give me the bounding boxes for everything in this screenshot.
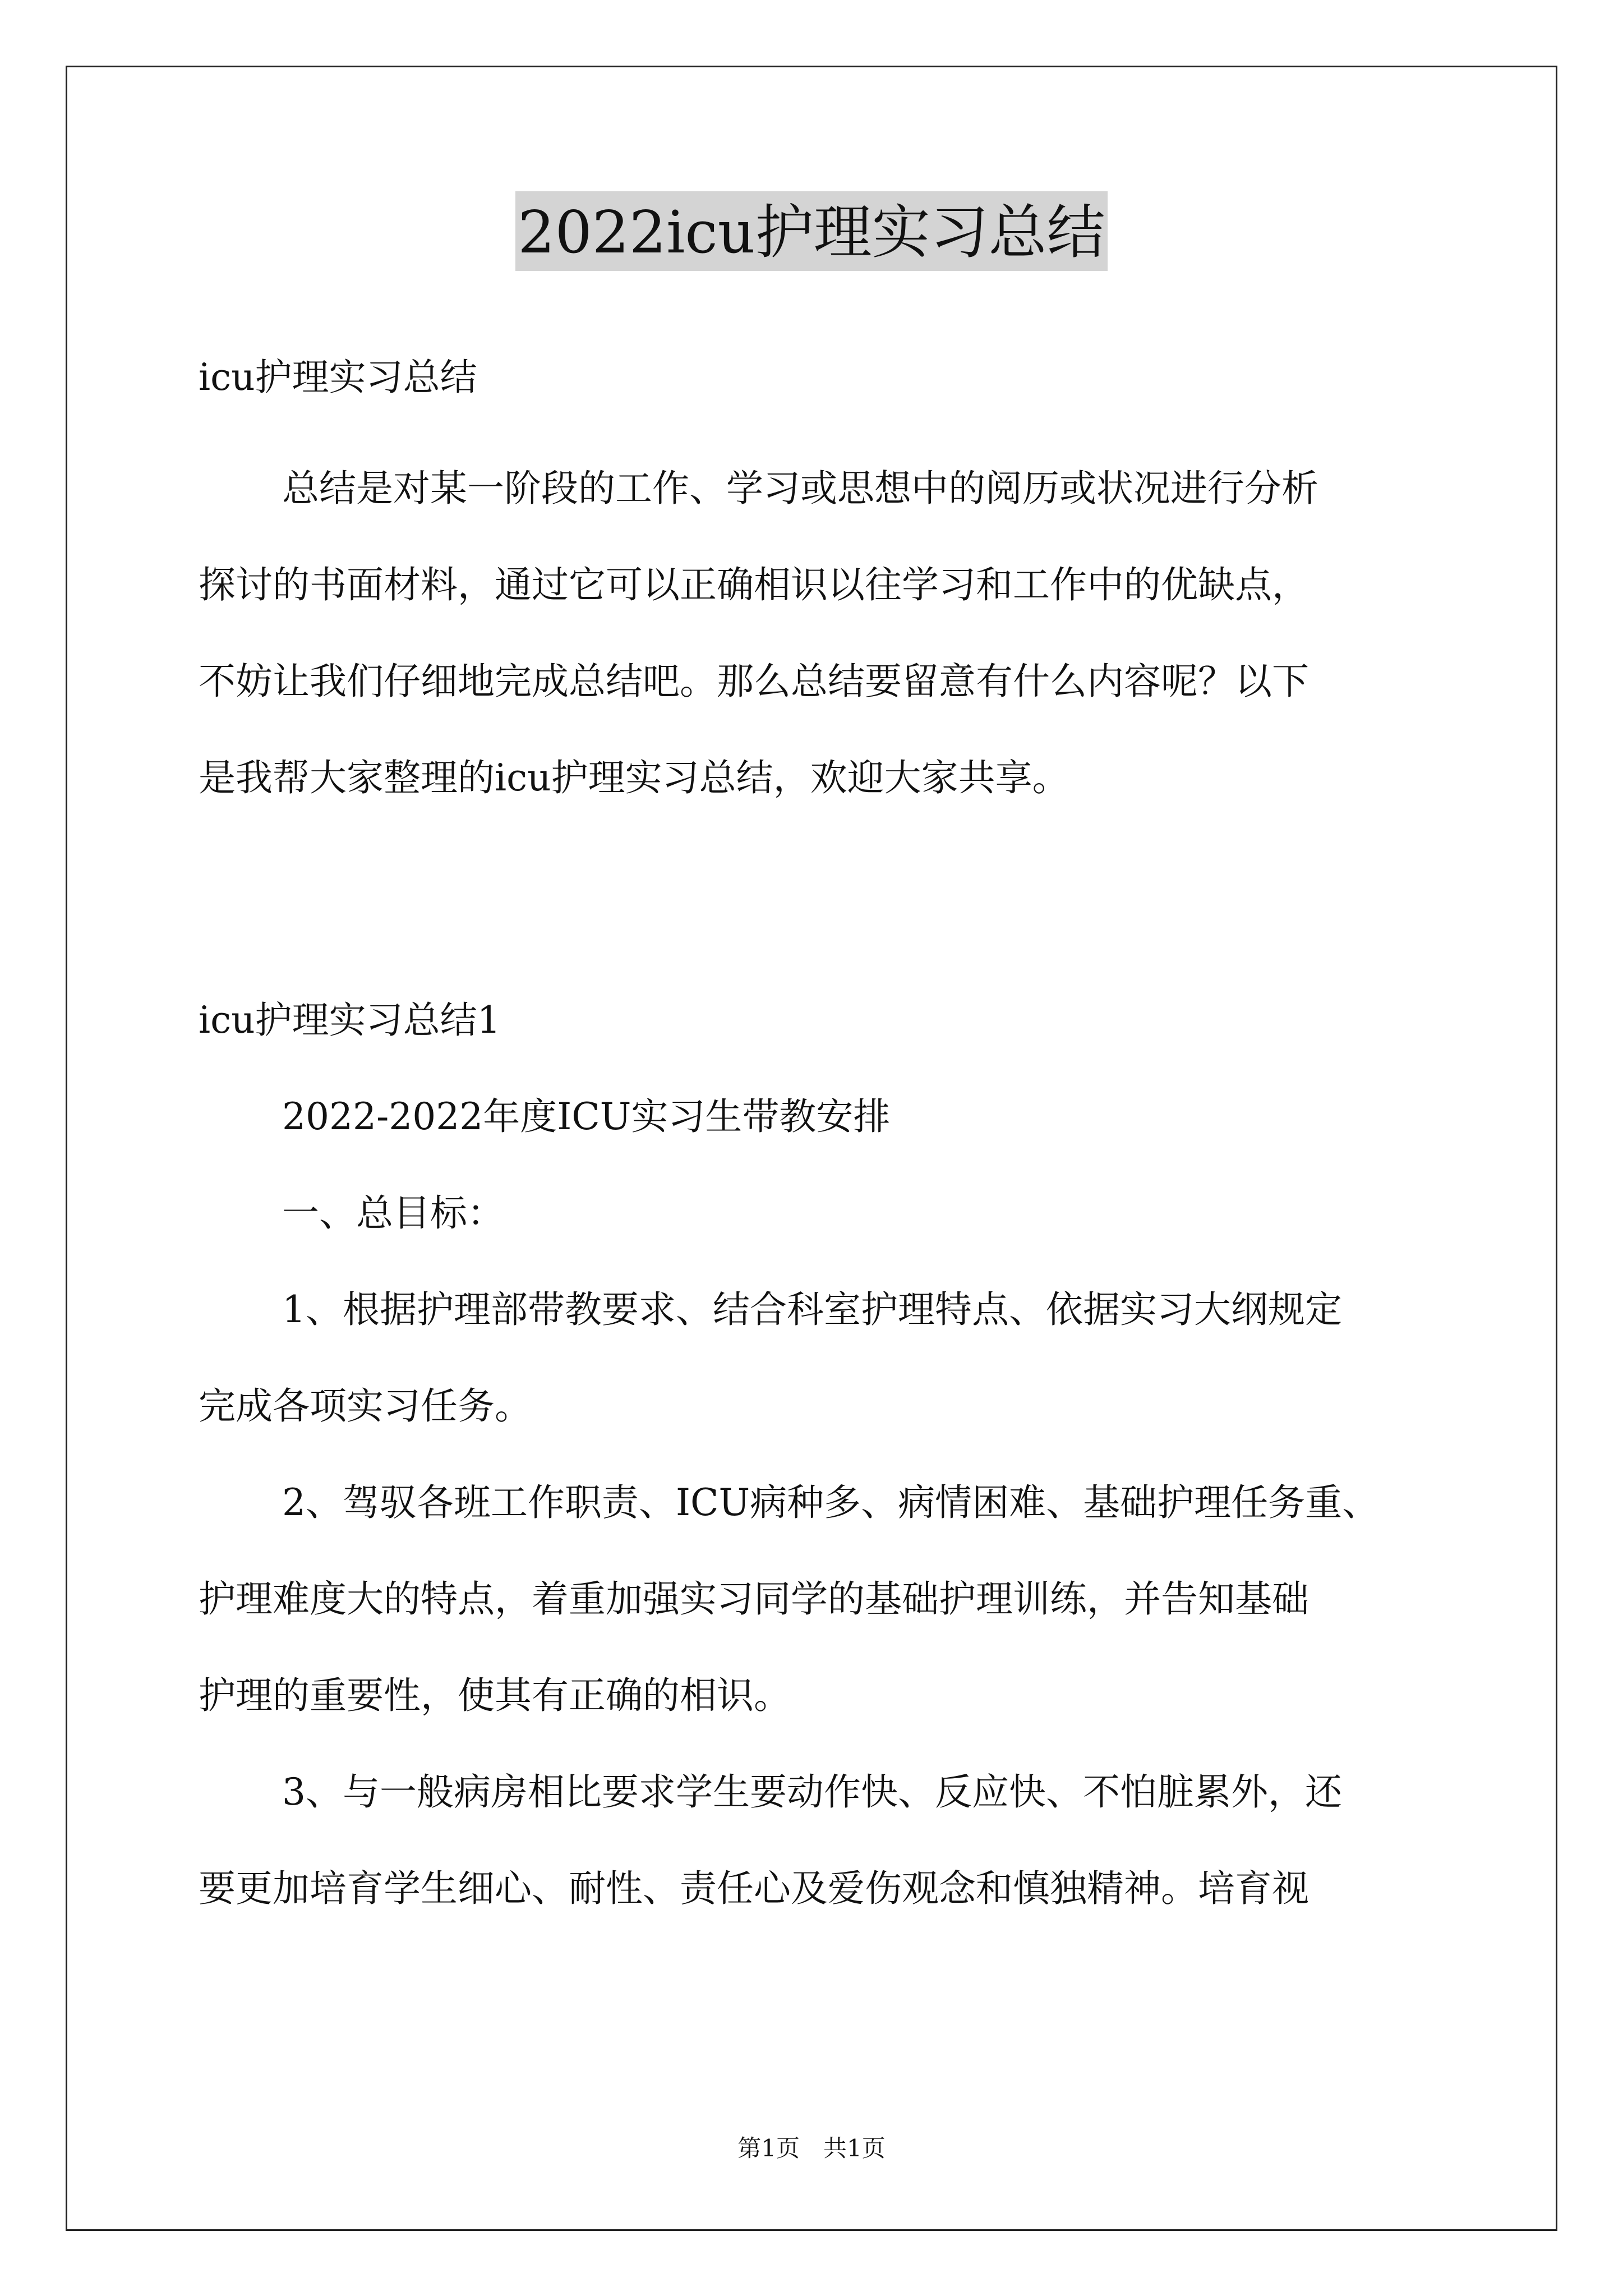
item1-line-2: 完成各项实习任务。 <box>199 1384 532 1428</box>
document-title: 2022icu护理实习总结 <box>0 203 1623 261</box>
goal-heading: 一、总目标： <box>282 1191 504 1235</box>
item2-line-3: 护理的重要性，使其有正确的相识。 <box>199 1674 791 1717</box>
page-footer: 第1页 共1页 <box>737 2134 886 2162</box>
item2-line-2: 护理难度大的特点，着重加强实习同学的基础护理训练，并告知基础 <box>199 1577 1309 1621</box>
intro-line-3: 不妨让我们仔细地完成总结吧。那么总结要留意有什么内容呢？以下 <box>199 660 1309 703</box>
plan-title: 2022-2022年度ICU实习生带教安排 <box>282 1095 891 1138</box>
intro-line-4: 是我帮大家整理的icu护理实习总结，欢迎大家共享。 <box>199 756 1069 799</box>
section-heading: icu护理实习总结1 <box>199 999 501 1042</box>
item2-line-1: 2、驾驭各班工作职责、ICU病种多、病情困难、基础护理任务重、 <box>282 1481 1380 1524</box>
item1-line-1: 1、根据护理部带教要求、结合科室护理特点、依据实习大纲规定 <box>282 1288 1342 1331</box>
intro-line-1: 总结是对某一阶段的工作、学习或思想中的阅历或状况进行分析 <box>282 467 1318 510</box>
subtitle: icu护理实习总结 <box>199 356 477 399</box>
item3-line-1: 3、与一般病房相比要求学生要动作快、反应快、不怕脏累外，还 <box>282 1770 1342 1814</box>
item3-line-2: 要更加培育学生细心、耐性、责任心及爱伤观念和慎独精神。培育视 <box>199 1867 1309 1910</box>
intro-line-2: 探讨的书面材料，通过它可以正确相识以往学习和工作中的优缺点， <box>199 563 1309 606</box>
